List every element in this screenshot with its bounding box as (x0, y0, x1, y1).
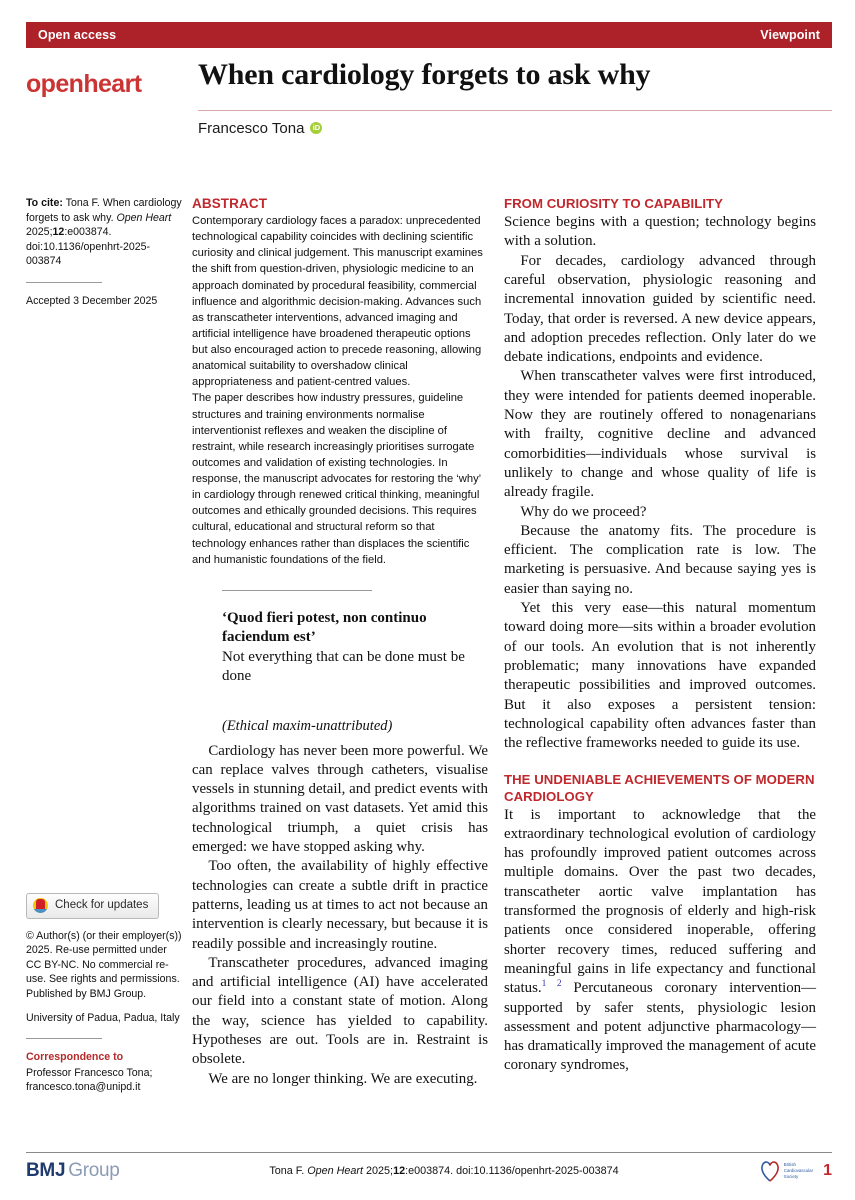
copyright-notice: © Author(s) (or their employer(s)) 2025. Re-use permitted under CC BY-NC. No commercial re-use. See rights and permissions. Published by BMJ Group. (26, 929, 182, 1000)
check-for-updates-button[interactable] (26, 893, 159, 919)
to-cite-volume: 12 (52, 226, 65, 239)
society-line-3: Society (783, 1173, 799, 1179)
footer-divider (26, 1152, 832, 1153)
body-paragraph: Why do we proceed? (520, 503, 647, 520)
to-cite-label: To cite: (26, 197, 63, 209)
epigraph-translation: Not everything that can be done must be done (222, 648, 465, 685)
correspondence-heading: Correspondence to (26, 1051, 124, 1064)
society-name (784, 1162, 813, 1180)
body-paragraph: Transcatheter procedures, advanced imaging and artificial intelligence (AI) have accelerated our field into a constant state of motion. Along the way, science has yielded to capability. Hypotheses are out. Tools are in. Restraint is obsolete. (192, 954, 488, 1068)
body-paragraph: We are no longer thinking. We are executing. (208, 1070, 478, 1087)
abstract-divider (222, 590, 372, 591)
open-access-banner (26, 22, 832, 48)
correspondence-body: Professor Francesco Tona; francesco.tona@unipd.it (26, 1066, 153, 1094)
accepted-date: Accepted 3 December 2025 (26, 295, 158, 308)
body-paragraph: When transcatheter valves were first introduced, they were intended for patients deemed inoperable. Now they are routinely offered to nonagenarians with frailty, cognitive decline and advanced comorbidities—individuals whose survival is unlikely to change and whose quality of life is already fragile. (504, 368, 816, 501)
bmj-group-label: Group (68, 1160, 120, 1181)
to-cite-block (26, 196, 182, 269)
bmj-bold: BMJ (26, 1160, 66, 1181)
epigraph-attribution: (Ethical maxim-unattributed) (222, 717, 393, 734)
sidebar-divider-2 (26, 1038, 102, 1039)
footer-citation-volume: 12 (393, 1165, 406, 1177)
bmj-logo (26, 1160, 216, 1182)
body-paragraph: For decades, cardiology advanced through careful observation, physiologic reasoning and incremental innovation guided by scientific need. Today, that order is reversed. A new device appears, and adoption precedes reflection. Only later do we debate indications, endpoints and evidence. (504, 252, 816, 366)
page-footer (26, 1154, 832, 1188)
footer-citation-author: Tona F. (269, 1165, 308, 1177)
author-name: Francesco Tona (198, 119, 305, 137)
body-paragraph: Yet this very ease—this natural momentum toward doing more—sits within a broader evolution of our tools. An evolution that is not inherently problematic; many innovations have expanded therapeutic possibilities and improved outcomes. But it also exposes a persistent tension: technological capability often advances faster than the reflective frameworks needed to guide its use. (504, 600, 816, 752)
title-divider (198, 110, 832, 111)
epigraph-latin: ‘Quod fieri potest, non continuo faciendum est’ (222, 609, 427, 646)
to-cite-text-b: 2025; (26, 226, 53, 239)
citation-reference[interactable]: 1 2 (541, 979, 562, 990)
journal-logo[interactable]: openheart (26, 70, 142, 98)
sidebar-divider-1 (26, 282, 102, 283)
footer-citation (216, 1165, 712, 1177)
footer-citation-journal: Open Heart (307, 1165, 364, 1177)
to-cite-text-c: :e003874. doi:10.1136/openhrt-2025-003874 (26, 226, 151, 268)
body-paragraph: Cardiology has never been more powerful. We can replace valves through catheters, visualise vessels in stunning detail, and predict events with algorithms trained on vast datasets. Yet amid this technological triumph, a quiet crisis has emerged: we have stopped asking why. (192, 742, 488, 856)
body-paragraph: Too often, the availability of highly effective technologies can create a subtle drift in practice patterns, leading us at times to act not because an intervention is clearly necessary, but because it is readily possible and increasingly routine. (192, 858, 488, 952)
footer-right-group (712, 1159, 832, 1183)
to-cite-journal: Open Heart (116, 211, 172, 224)
footer-citation-rest-b: :e003874. doi:10.1136/openhrt-2025-003874 (405, 1165, 619, 1177)
epigraph (192, 609, 488, 736)
open-access-label: Open access (38, 28, 117, 42)
society-line-1: British (783, 1162, 796, 1168)
body-paragraph (504, 806, 816, 1076)
intro-body (192, 742, 488, 1089)
affiliation: University of Padua, Padua, Italy (26, 1011, 180, 1024)
body-paragraph: Because the anatomy fits. The procedure is efficient. The complication rate is low. The marketing is persuasive. And because saying yes is easier than saying no. (504, 522, 816, 597)
abstract-paragraph: Contemporary cardiology faces a paradox: unprecedented technological capability coincides with declining scientific curiosity and clinical judgement. This manuscript examines the shift from question-driven, physiologic medicine to an approach dominated by procedural feasibility, commercial influence and algorithmic decision-making. Advances such as transcatheter interventions, advanced imaging and artificial intelligence have broadened therapeutic options but also encouraged action to precede reasoning, allowing anatomical suitability to overshadow clinical appropriateness and patient-centred values. (192, 215, 483, 389)
article-type-label: Viewpoint (760, 28, 820, 42)
heart-outline-icon (759, 1159, 781, 1183)
abstract-heading: ABSTRACT (192, 196, 268, 211)
society-line-2: Cardiovascular (783, 1168, 814, 1174)
section-heading-curiosity: FROM CURIOSITY TO CAPABILITY (504, 196, 723, 211)
section-body-curiosity (504, 213, 816, 753)
page-title: When cardiology forgets to ask why (198, 58, 651, 91)
section-heading-achievements: THE UNDENIABLE ACHIEVEMENTS OF MODERN CARDIOLOGY (504, 772, 815, 804)
content-columns (26, 196, 832, 1136)
author-line (198, 120, 832, 137)
section-body-achievements (504, 806, 816, 1076)
abstract-column (192, 196, 504, 1136)
masthead (26, 58, 832, 137)
abstract-body (192, 213, 488, 568)
sidebar-column (26, 196, 192, 1136)
page-number: 1 (823, 1162, 832, 1179)
british-cardiovascular-society-logo (759, 1159, 813, 1183)
body-text-continued: Percutaneous coronary intervention—supported by safer stents, physiologic lesion assessment and potent adjunctive pharmacology—has dramatically improved the management of acute coronary syndromes, (504, 980, 817, 1074)
to-cite-text-a: Tona F. When cardiology forgets to ask why. (26, 197, 182, 224)
main-body-column (504, 196, 816, 1136)
abstract-paragraph: The paper describes how industry pressures, guideline structures and training environments normalise interventionist reflexes and weaken the discipline of restraint, while research increasingly prioritises surrogate outcomes and validation of existing technologies. In response, the manuscript advocates for restoring the ‘why’ in cardiology through renewed critical thinking, meaningful outcomes and ethically grounded decisions. This requires cultural, educational and structural reform so that technology enhances rather than displaces the scientific and humanistic foundations of the field. (192, 392, 481, 566)
crossmark-icon (33, 898, 48, 913)
orcid-icon[interactable]: iD (310, 122, 322, 134)
body-text: It is important to acknowledge that the extraordinary technological evolution of cardiology has profoundly improved patient outcomes across multiple domains. Over the past two decades, transcatheter aortic valve implantation has transformed the prognosis of elderly and high-risk patients once considered inoperable, offering shorter recovery times, reduced suffering and meaningful gains in life expectancy and functional status. (504, 806, 816, 997)
body-paragraph: Science begins with a question; technology begins with a solution. (504, 214, 816, 250)
footer-citation-rest-a: 2025; (363, 1165, 394, 1177)
check-for-updates-label: Check for updates (55, 898, 149, 911)
